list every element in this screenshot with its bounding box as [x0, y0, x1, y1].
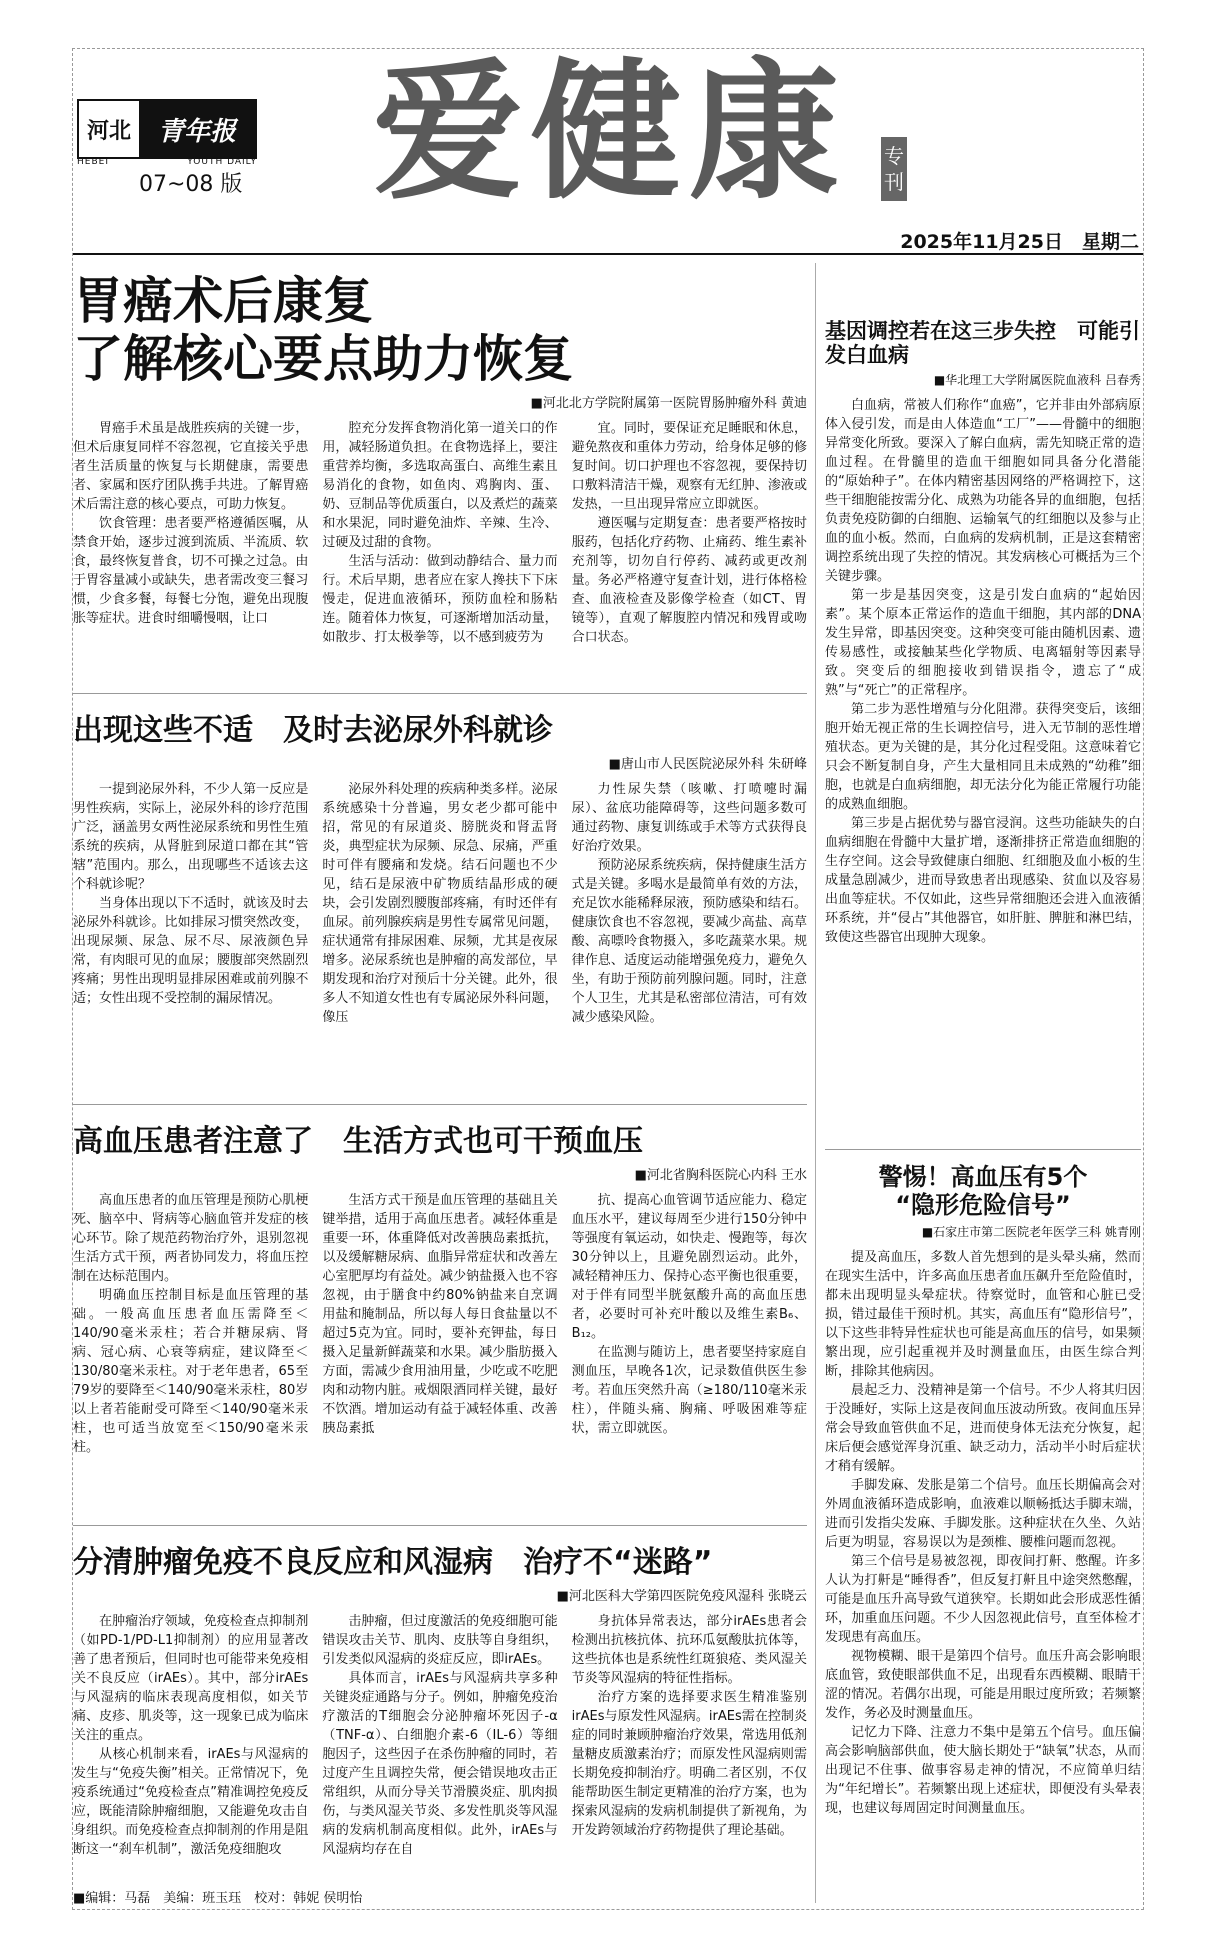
paragraph: 提及高血压，多数人首先想到的是头晕头痛，然而在现实生活中，许多高血压患者血压飙升至危险值时，都未出现明显头晕症状。待察觉时，血管和心脏已受损，错过最佳干预时机。其实，高血压有“隐形信号”，以下这些非特异性症状也可能是高血压的信号，如果频繁出现，应引起重视并及时测量血压，由医生综合判断，排除其他病因。: [825, 1250, 1141, 1380]
article-body: [73, 419, 807, 647]
article-headline: [73, 273, 807, 388]
paragraph: 在监测与随访上，患者要坚持家庭自测血压，早晚各1次，记录数值供医生参考。若血压突然升高（≥180/110毫米汞柱），伴随头痛、胸痛、呼吸困难等症状，需立即就医。: [571, 1344, 807, 1436]
side-column: [825, 263, 1141, 1818]
paragraph: 预防泌尿系统疾病，保持健康生活方式是关键。多喝水是最简单有效的方法，充足饮水能稀释尿液，预防感染和结石。健康饮食也不容忽视，要减少高盐、高草酸、高嘌呤食物摄入，多吃蔬菜水果。规律作息、适度运动能增强免疫力，避免久坐，有助于预防前列腺问题。同时，注意个人卫生，尤其是私密部位清洁，可有效减少感染风险。: [571, 857, 807, 1025]
headline-line-2: 了解核心要点助力恢复: [73, 329, 573, 388]
section-title: 爱健康: [373, 46, 848, 220]
main-column: [73, 263, 807, 1946]
body-column: [572, 1191, 807, 1457]
newspaper-logo: [77, 99, 257, 159]
article-byline: ■华北理工大学附属医院血液科 吕春秀: [933, 373, 1141, 388]
paragraph: 在肿瘤治疗领域，免疫检查点抑制剂（如PD-1/PD-L1抑制剂）的应用显著改善了患者预后，但同时也可能带来免疫相关不良反应（irAEs）。其中，部分irAEs与风湿病的临床表现高度相似，如关节痛、皮疹、肌炎等，这一现象已成为临床关注的重点。: [73, 1613, 309, 1743]
article-urology: [73, 714, 807, 1105]
editor-credits: ■编辑：马磊 美编：班玉珏 校对：韩妮 侯明怡: [73, 1891, 363, 1906]
article-byline: ■唐山市人民医院泌尿外科 朱研峰: [608, 756, 807, 772]
article-headline: 高血压患者注意了 生活方式也可干预血压: [73, 1124, 643, 1159]
body-column: [572, 780, 807, 1027]
paragraph: 身抗体异常表达，部分irAEs患者会检测出抗核抗体、抗环瓜氨酸肽抗体等，这些抗体也是系统性红斑狼疮、类风湿关节炎等风湿病的特征性指标。: [571, 1613, 807, 1686]
logo-en-right: YOUTH DAILY: [187, 157, 257, 167]
article-body: [73, 1191, 807, 1457]
article-headline: [825, 1164, 1141, 1219]
article-byline: ■河北北方学院附属第一医院胃肠肿瘤外科 黄迪: [530, 396, 807, 411]
paragraph: 一提到泌尿外科，不少人第一反应是男性疾病，实际上，泌尿外科的诊疗范围广泛，涵盖男女两性泌尿系统和男性生殖系统的疾病，从肾脏到尿道口都在其“管辖”范围内。那么，出现哪些不适该去这个科就诊呢？: [73, 781, 309, 892]
body-column: [322, 1191, 557, 1457]
article-hypertension-signals: [825, 1164, 1141, 1818]
article-body: [73, 780, 807, 1027]
paragraph: 具体而言，irAEs与风湿病共享多种关键炎症通路与分子。例如，肿瘤免疫治疗激活的T细胞会分泌肿瘤坏死因子-α（TNF-α）、白细胞介素-6（IL-6）等细胞因子，这些因子在杀伤肿瘤的同时，若过度产生且调控失常，便会错误地攻击正常组织，从而分导关节滑膜炎症、肌肉损伤，与类风湿关节炎、多发性肌炎等风湿病的发病机制高度相似。此外，irAEs与风湿病均存在自: [322, 1670, 558, 1857]
paragraph: 宜。同时，要保证充足睡眠和休息，避免熬夜和重体力劳动，给身体足够的修复时间。切口护理也不容忽视，要保持切口敷料清洁干燥，观察有无红肿、渗液或发热，一旦出现异常应立即就医。: [571, 421, 807, 512]
body-column: [73, 419, 308, 647]
article-leukemia: [825, 319, 1141, 1150]
paragraph: 第一步是基因突变，这是引发白血病的“起始因素”。某个原本正常运作的造血干细胞，其内部的DNA发生异常，即基因突变。这种突变可能由随机因素、遗传易感性，或接触某些化学物质、电离辐射等因素导致。突变后的细胞接收到错误指令，遗忘了“成熟”与“死亡”的正常程序。: [825, 588, 1141, 699]
paragraph: 手脚发麻、发胀是第二个信号。血压长期偏高会对外周血液循环造成影响，血液难以顺畅抵达手脚末端，进而引发指尖发麻、手脚发胀。这种症状在久坐、久站后更为明显，容易误以为是颈椎、腰椎问题而忽视。: [825, 1478, 1141, 1551]
article-tumor-immunity: [73, 1546, 807, 1946]
paragraph: 力性尿失禁（咳嗽、打喷嚏时漏尿）、盆底功能障碍等，这些问题多数可通过药物、康复训练或手术等方式获得良好治疗效果。: [571, 781, 807, 854]
article-gastric-cancer: [73, 273, 807, 694]
paragraph: 从核心机制来看，irAEs与风湿病的发生与“免疫失衡”相关。正常情况下，免疫系统通过“免疫检查点”精准调控免疫反应，既能清除肿瘤细胞，又能避免攻击自身组织。而免疫检查点抑制剂的作用是阻断这一“刹车机制”，激活免疫细胞攻: [73, 1746, 309, 1857]
paragraph: 遵医嘱与定期复查：患者要严格按时服药，包括化疗药物、止痛药、维生素补充剂等，切勿自行停药、减药或更改剂量。务必严格遵守复查计划，进行体格检查、血液检查及影像学检查（如CT、胃镜等），直观了解腹腔内情况和残胃或吻合口状态。: [571, 516, 807, 645]
headline-line-1: 胃癌术后康复: [73, 272, 373, 330]
headline-line-1: 警惕！高血压有5个: [878, 1163, 1088, 1191]
masthead: [73, 46, 1143, 253]
body-column: [322, 419, 557, 647]
article-byline: ■河北医科大学第四医院免疫风湿科 张晓云: [556, 1588, 807, 1604]
body-column: [572, 419, 807, 647]
paragraph: 治疗方案的选择要求医生精准鉴别irAEs与原发性风湿病。irAEs需在控制炎症的同时兼顾肿瘤治疗效果，常选用低剂量糖皮质激素治疗；而原发性风湿病则需长期免疫抑制治疗。明确二者区别，不仅能帮助医生制定更精准的治疗方案，也为探索风湿病的发病机制提供了新视角，为开发跨领域治疗药物提供了理论基础。: [571, 1689, 807, 1838]
paragraph: 记忆力下降、注意力不集中是第五个信号。血压偏高会影响脑部供血，使大脑长期处于“缺氧”状态，从而出现记不住事、做事容易走神的情况，不应简单归结为“年纪增长”。若频繁出现上述症状，即便没有头晕表现，也建议每周固定时间测量血压。: [825, 1725, 1141, 1817]
body-column: [73, 1612, 308, 1859]
paragraph: 生活方式干预是血压管理的基础且关键举措，适用于高血压患者。减轻体重是重要一环，体重降低对改善胰岛素抵抗，以及缓解糖尿病、血脂异常症状和改善左心室肥厚均有益处。减少钠盐摄入也不容忽视，由于膳食中约80%钠盐来自烹调用盐和腌制品，所以每人每日食盐量以不超过5克为宜。同时，要补充钾盐，每日摄入足量新鲜蔬菜和水果。减少脂肪摄入方面，需减少食用油用量，少吃或不吃肥肉和动物内脏。戒烟限酒同样关键，最好不饮酒。增加运动有益于减轻体重、改善胰岛素抵: [322, 1192, 558, 1436]
body-column: [322, 780, 557, 1027]
logo-en-left: HEBEI: [77, 157, 109, 167]
newspaper-page: [72, 48, 1144, 1910]
paragraph: 泌尿外科处理的疾病种类多样。泌尿系统感染十分普遍，男女老少都可能中招，常见的有尿道炎、膀胱炎和肾盂肾炎，典型症状为尿频、尿急、尿痛，严重时可伴有腰痛和发烧。结石问题也不少见，结石是尿液中矿物质结晶形成的硬块，会引发剧烈腰腹部疼痛，有时还伴有血尿。前列腺疾病是男性专属常见问题，症状通常有排尿困难、尿频，尤其是夜尿增多。泌尿系统也是肿瘤的高发部位，早期发现和治疗对预后十分关键。此外，很多人不知道女性也有专属泌尿外科问题，像压: [322, 781, 558, 1025]
paragraph: 高血压患者的血压管理是预防心肌梗死、脑卒中、肾病等心脑血管并发症的核心环节。除了规范药物治疗外，退别忽视生活方式干预，两者协同发力，将血压控制在达标范围内。: [73, 1192, 309, 1284]
paragraph: 白血病，常被人们称作“血癌”，它并非由外部病原体入侵引发，而是由人体造血“工厂”——骨髓中的细胞异常变化所致。要深入了解白血病，需先知晓正常的造血过程。在骨髓里的造血干细胞如同具备分化潜能的“原始种子”。在体内精密基因网络的严格调控下，这些干细胞能按需分化、成熟为功能各异的血细胞，包括负责免疫防御的白细胞、运输氧气的红细胞以及参与止血的血小板。然而，白血病的发病机制，正是这套精密调控系统出现了失控的情况。其发病核心可概括为三个关键步骤。: [825, 398, 1141, 585]
paragraph: 视物模糊、眼干是第四个信号。血压升高会影响眼底血管，致使眼部供血不足，出现看东西模糊、眼睛干涩的情况。若偶尔出现，可能是用眼过度所致；若频繁发作，务必及时测量血压。: [825, 1649, 1141, 1722]
body-column: [73, 780, 308, 1027]
body-column: [73, 1191, 308, 1457]
article-body: [825, 1248, 1141, 1818]
logo-paper-name: 青年报: [139, 101, 255, 157]
paragraph: 生活与活动：做到动静结合、量力而行。术后早期，患者应在家人搀扶下下床慢走，促进血液循环，预防血栓和肠粘连。随着体力恢复，可逐渐增加活动量，如散步、打太极拳等，以不感到疲劳为: [322, 554, 558, 645]
article-headline: 分清肿瘤免疫不良反应和风湿病 治疗不“迷路”: [73, 1545, 713, 1580]
edition-label: 07~08 版: [139, 172, 243, 197]
article-headline: 出现这些不适 及时去泌尿外科就诊: [73, 713, 553, 748]
logo-place: 河北: [86, 117, 131, 144]
paragraph: 晨起乏力、没精神是第一个信号。不少人将其归因于没睡好，实际上这是夜间血压波动所致。夜间血压异常会导致血管供血不足，进而使身体无法充分恢复，起床后便会感觉浑身沉重、缺乏动力，活动半小时后症状才稍有缓解。: [825, 1383, 1141, 1475]
paragraph: 击肿瘤，但过度激活的免疫细胞可能错误攻击关节、肌肉、皮肤等自身组织，引发类似风湿病的炎症反应，即irAEs。: [322, 1613, 558, 1667]
article-body: [73, 1612, 807, 1859]
headline-line-2: “隐形危险信号”: [895, 1190, 1071, 1219]
paragraph: 当身体出现以下不适时，就该及时去泌尿外科就诊。比如排尿习惯突然改变，出现尿频、尿急、尿不尽、尿液颜色异常，有肉眼可见的血尿；腰腹部突然剧烈疼痛；男性出现明显排尿困难或前列腺不适；女性出现不受控制的漏尿情况。: [73, 895, 309, 1006]
column-divider: [815, 263, 816, 1903]
body-column: [572, 1612, 807, 1859]
article-body: [825, 396, 1141, 947]
paragraph: 明确血压控制目标是血压管理的基础。一般高血压患者血压需降至＜140/90毫米汞柱；若合并糖尿病、肾病、冠心病、心衰等病症，建议降至＜130/80毫米汞柱。对于老年患者，65至79岁的要降至＜140/90毫米汞柱，80岁以上者若能耐受可降至＜140/90毫米汞柱，也可适当放宽至＜150/90毫米汞柱。: [73, 1287, 309, 1455]
masthead-divider: [73, 253, 1143, 255]
paragraph: 胃癌手术虽是战胜疾病的关键一步，但术后康复同样不容忽视，它直接关乎患者生活质量的恢复与长期健康，需要患者、家属和医疗团队携手共进。了解胃癌术后需注意的核心要点，可助力恢复。: [73, 421, 309, 512]
paragraph: 第三步是占据优势与器官浸润。这些功能缺失的白血病细胞在骨髓中大量扩增，逐渐排挤正常造血细胞的生存空间。这会导致健康白细胞、红细胞及血小板的生成量急剧减少，进而导致患者出现感染、贫血以及容易出血等症状。不仅如此，这些异常细胞还会进入血液循环系统，并“侵占”其他器官，如肝脏、脾脏和淋巴结，致使这些器官出现肿大现象。: [825, 816, 1141, 946]
article-headline: 基因调控若在这三步失控 可能引发白血病: [825, 319, 1140, 368]
paragraph: 腔充分发挥食物消化第一道关口的作用，减轻肠道负担。在食物选择上，要注重营养均衡，多选取高蛋白、高维生素且易消化的食物，如鱼肉、鸡胸肉、蛋、奶、豆制品等优质蛋白，以及煮烂的蔬菜和水果泥，同时避免油炸、辛辣、生冷、过硬及过甜的食物。: [322, 421, 558, 550]
paragraph: 抗、提高心血管调节适应能力、稳定血压水平，建议每周至少进行150分钟中等强度有氧运动，如快走、慢跑等，每次30分钟以上，且避免剧烈运动。此外，减轻精神压力、保持心态平衡也很重要，对于伴有同型半胱氨酸升高的高血压患者，必要时可补充叶酸以及维生素B₆、B₁₂。: [571, 1192, 807, 1341]
body-column: [322, 1612, 557, 1859]
article-byline: ■石家庄市第二医院老年医学三科 姚青刚: [921, 1225, 1141, 1240]
paragraph: 饮食管理：患者要严格遵循医嘱，从禁食开始，逐步过渡到流质、半流质、软食，最终恢复普食，切不可操之过急。由于胃容量减小或缺失，患者需改变三餐习惯，少食多餐，每餐七分饱，避免出现腹胀等症状。进食时细嚼慢咽，让口: [73, 516, 309, 626]
article-byline: ■河北省胸科医院心内科 王水: [634, 1167, 807, 1183]
logo-english: [77, 157, 257, 167]
paragraph: 第二步为恶性增殖与分化阻滞。获得突变后，该细胞开始无视正常的生长调控信号，进入无节制的恶性增殖状态。更为关键的是，其分化过程受阻。这意味着它只会不断复制自身，产生大量相同且未成熟的“幼稚”细胞，也就是白血病细胞，却无法分化为能正常履行功能的成熟血细胞。: [825, 702, 1141, 813]
section-tag: 专刊: [881, 137, 907, 201]
issue-date: 2025年11月25日 星期二: [900, 231, 1139, 253]
paragraph: 第三个信号是易被忽视，即夜间打鼾、憋醒。许多人认为打鼾是“睡得香”，但反复打鼾且中途突然憋醒，可能是血压升高导致气道狭窄。长期如此会形成恶性循环，加重血压问题。不少人因忽视此信号，直至体检才发现患有高血压。: [825, 1554, 1141, 1646]
article-hypertension-lifestyle: [73, 1125, 807, 1526]
